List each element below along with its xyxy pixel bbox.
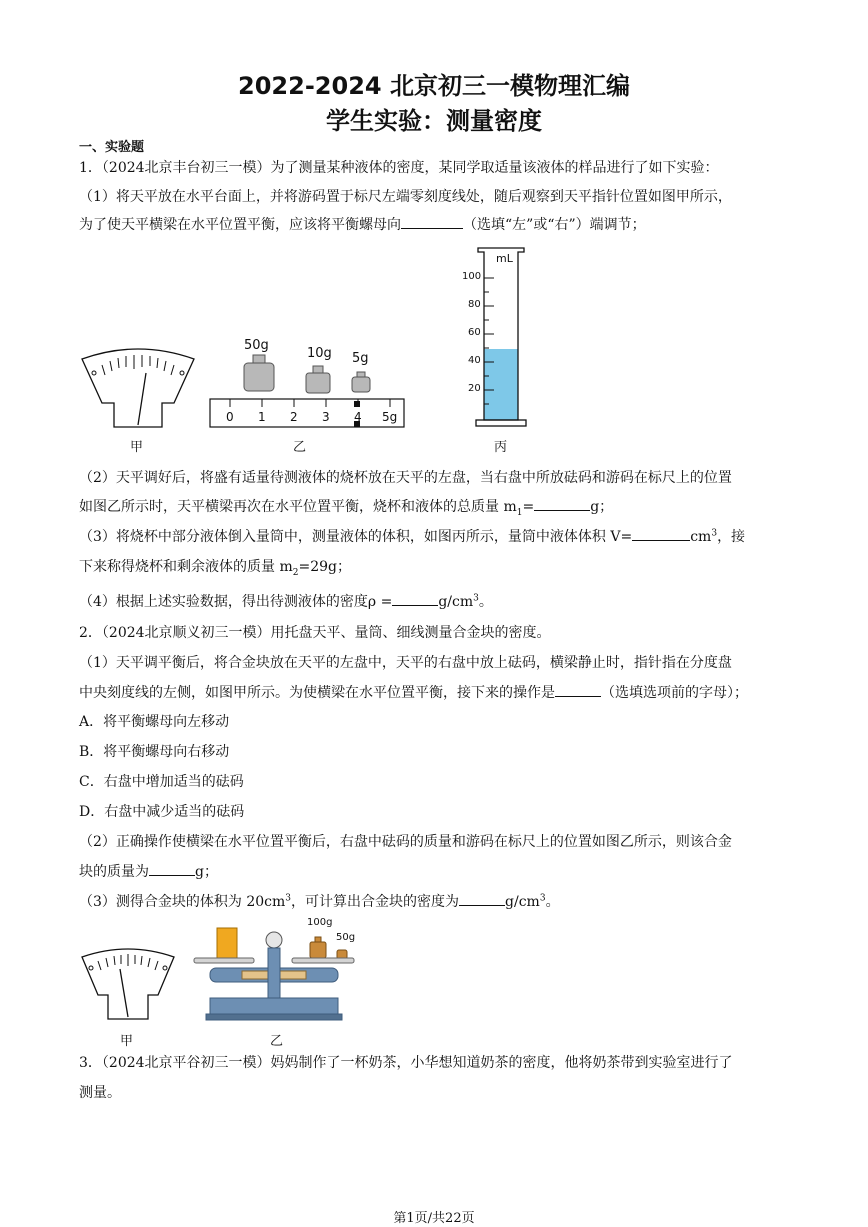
q2-part1-line2: [79, 682, 748, 702]
figure-label-jia-q2: 甲: [120, 1034, 134, 1049]
superscript: 3: [711, 528, 718, 539]
weight-label-100g: 100g: [307, 917, 333, 928]
text: ，接: [717, 529, 746, 545]
q1-part2-line1: （2）天平调好后，将盛有适量待测液体的烧杯放在天平的左盘，当右盘中所放砝码和游码在标尺上的位置: [79, 470, 732, 486]
answer-blank[interactable]: [392, 591, 438, 606]
q2-part3: [79, 891, 560, 911]
q2-stem: 2．（2024北京顺义初三一模）用托盘天平、量筒、细线测量合金块的密度。: [79, 625, 551, 641]
superscript: 3: [285, 893, 292, 904]
q1-stem: 1．（2024北京丰台初三一模）为了测量某种液体的密度，某同学取适量该液体的样品进行了如下实验：: [79, 160, 719, 176]
dial-figure-jia-q2: [78, 945, 178, 1023]
cylinder-tick-100: 100: [462, 271, 482, 282]
page-subtitle: 学生实验：测量密度: [326, 107, 542, 135]
text: g；: [195, 864, 218, 880]
weight-label-5g: 5g: [352, 351, 369, 366]
subscript: 1: [516, 507, 523, 518]
balance-figure-yi: [192, 920, 357, 1022]
page-title: 2022-2024 北京初三一模物理汇编: [238, 72, 630, 100]
figure-label-yi-q2: 乙: [270, 1034, 284, 1049]
q2-option-a: A．将平衡螺母向左移动: [79, 714, 230, 730]
cylinder-unit: mL: [496, 252, 513, 265]
cylinder-tick-60: 60: [468, 327, 481, 338]
q1-part3-line2: [79, 556, 351, 578]
cylinder-tick-40: 40: [468, 355, 481, 366]
scale-tick-4: 4: [354, 410, 362, 424]
q1-part1-line1: （1）将天平放在水平台面上，并将游码置于标尺左端零刻度线处，随后观察到天平指针位置如图甲所示，: [79, 189, 732, 205]
text: g；: [590, 499, 614, 515]
q2-option-d: D．右盘中减少适当的砝码: [79, 804, 245, 820]
scale-tick-5g: 5g: [382, 410, 398, 424]
figure-label-jia: 甲: [130, 440, 144, 455]
text: （3）将烧杯中部分液体倒入量筒中，测量液体的体积，如图丙所示，量筒中液体体积 V=: [79, 529, 633, 545]
weight-label-10g: 10g: [307, 346, 332, 361]
answer-blank[interactable]: [459, 891, 505, 906]
text: 为了使天平横梁在水平位置平衡，应该将平衡螺母向: [79, 217, 401, 233]
scale-tick-0: 0: [226, 410, 234, 424]
text: 中央刻度线的左侧，如图甲所示。为使横梁在水平位置平衡，接下来的操作是: [79, 685, 555, 701]
scale-tick-3: 3: [322, 410, 330, 424]
q1-part4: [79, 591, 493, 611]
text: 。: [478, 594, 493, 610]
text: ，可计算出合金块的密度为: [291, 894, 460, 910]
text: g/cm: [505, 894, 540, 910]
cylinder-tick-80: 80: [468, 299, 481, 310]
weight-label-50g: 50g: [244, 338, 269, 353]
q1-part1-line2: [79, 214, 646, 234]
dial-figure-jia: [78, 345, 198, 430]
text: cm: [690, 529, 712, 545]
text: 。: [545, 894, 560, 910]
section-heading: 一、实验题: [79, 140, 145, 155]
text: （4）根据上述实验数据，得出待测液体的密度ρ =: [79, 594, 393, 610]
answer-blank[interactable]: [401, 214, 463, 229]
q2-option-c: C．右盘中增加适当的砝码: [79, 774, 244, 790]
answer-blank[interactable]: [534, 496, 590, 511]
figure-label-bing: 丙: [494, 440, 508, 455]
q3-stem-cont: 测量。: [79, 1085, 121, 1101]
superscript: 3: [473, 593, 479, 604]
text: 下来称得烧杯和剩余液体的质量 m: [79, 559, 293, 575]
scale-tick-2: 2: [290, 410, 298, 424]
weight-label-50g-q2: 50g: [336, 932, 356, 943]
q1-part2-line2: [79, 496, 613, 518]
text: g/cm: [438, 594, 474, 610]
subscript: 2: [292, 567, 299, 578]
cylinder-tick-20: 20: [468, 383, 481, 394]
answer-blank[interactable]: [632, 526, 690, 541]
q3-stem: 3．（2024北京平谷初三一模）妈妈制作了一杯奶茶，小华想知道奶茶的密度，他将奶茶带到实验室进行了: [79, 1055, 733, 1071]
text: （选填选项前的字母）；: [601, 685, 748, 701]
answer-blank[interactable]: [555, 682, 601, 697]
q2-option-b: B．将平衡螺母向右移动: [79, 744, 230, 760]
answer-blank[interactable]: [149, 861, 195, 876]
superscript: 3: [539, 893, 546, 904]
scale-tick-1: 1: [258, 410, 266, 424]
q2-part2-line2: [79, 861, 218, 881]
text: 如图乙所示时，天平横梁再次在水平位置平衡，烧杯和液体的总质量 m: [79, 499, 517, 515]
figure-label-yi: 乙: [293, 440, 307, 455]
text: =29g；: [298, 559, 351, 575]
q2-part1-line1: （1）天平调平衡后，将合金块放在天平的左盘中，天平的右盘中放上砝码，横梁静止时，指针指在分度盘: [79, 655, 732, 671]
text: =: [522, 499, 535, 515]
text: （3）测得合金块的体积为 20cm: [79, 894, 286, 910]
q1-part3-line1: [79, 526, 745, 546]
text: （选填“左”或“右”）端调节；: [463, 217, 646, 233]
text: 块的质量为: [79, 864, 149, 880]
page-footer: 第1页/共22页: [393, 1211, 475, 1226]
q2-part2-line1: （2）正确操作使横梁在水平位置平衡后，右盘中砝码的质量和游码在标尺上的位置如图乙所示，则该合金: [79, 834, 732, 850]
